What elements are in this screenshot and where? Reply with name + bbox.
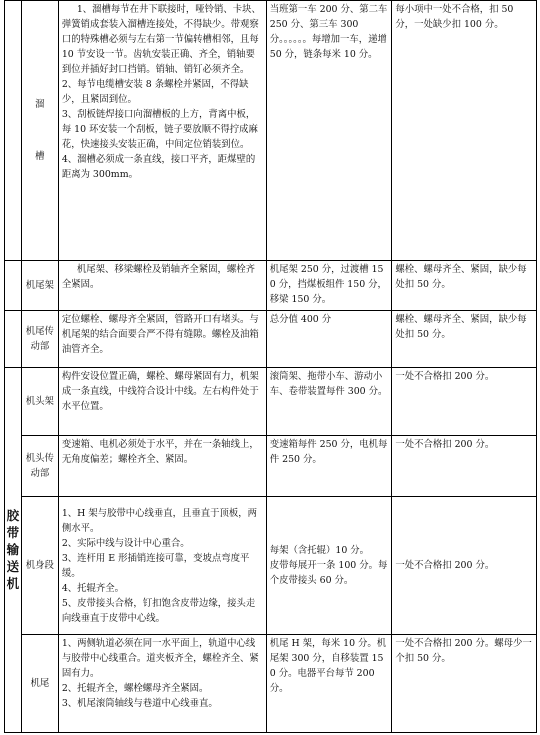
subitem-cell bbox=[21, 1, 58, 261]
subitem-cell bbox=[21, 311, 58, 368]
standard-line: 2、每节电缆槽安装 8 条螺栓并紧固，不得缺少，且紧固到位。 bbox=[61, 79, 249, 105]
penalty-cell bbox=[392, 436, 537, 497]
penalty-line: 一处不合格扣 200 分。 bbox=[395, 371, 495, 382]
score-line: 滚筒架、拖带小车、游动小车、卷带装置每件 300 分。 bbox=[269, 371, 388, 397]
table-row bbox=[5, 635, 537, 733]
subitem-label: 机尾传动部 bbox=[25, 326, 54, 352]
penalty-line: 螺栓、螺母齐全、紧固，缺少每处扣 50 分。 bbox=[395, 264, 527, 290]
standard-line: 4、托辊齐全。 bbox=[61, 582, 125, 594]
subitem-label: 溜 槽 bbox=[35, 98, 45, 162]
subitem-label: 机身段 bbox=[25, 560, 54, 571]
penalty-cell bbox=[392, 1, 537, 261]
standard-line: 1、两侧轨道必须在同一水平面上，轨道中心线与胶带中心线重合。道夹板齐全，螺栓齐全、紧固有力。 bbox=[61, 638, 259, 679]
score-line: 皮带每展开一条 100 分。每个皮带接头 60 分。 bbox=[269, 560, 388, 586]
penalty-cell bbox=[392, 635, 537, 733]
scoring-table bbox=[4, 0, 537, 733]
standard-line: 变速箱、电机必须处于水平，并在一条轴线上，无角度偏差；螺栓齐全、紧固。 bbox=[61, 439, 259, 465]
subitem-cell bbox=[21, 261, 58, 311]
subitem-label: 机尾 bbox=[30, 678, 50, 689]
penalty-line: 一处不合格扣 200 分。 bbox=[395, 439, 495, 450]
subitem-label: 机头传动部 bbox=[25, 453, 54, 479]
rule-table-sheet bbox=[4, 0, 537, 735]
category-cell-empty bbox=[5, 1, 22, 261]
standard-line: 定位螺栓、螺母齐全紧固，管路开口有堵头。与机尾架的结合面要合严不得有缝隙。螺栓及油箱油管齐全。 bbox=[61, 314, 259, 355]
standard-line: 2、实际中线与设计中心重合。 bbox=[61, 537, 190, 549]
standard-line: 3、机尾滚筒轴线与巷道中心线垂直。 bbox=[61, 698, 218, 709]
score-line: 机尾 H 架，每米 10 分。机尾架 300 分，自移装置 150 分。电器平台每节 200 分。 bbox=[269, 638, 387, 694]
standard-line: 5、皮带接头合格，钉扣饱含皮带边缘，接头走向线垂直于皮带中心线。 bbox=[61, 597, 256, 624]
standard-cell bbox=[58, 497, 266, 635]
table-row bbox=[5, 1, 537, 261]
subitem-cell bbox=[21, 368, 58, 436]
standard-line: 2、托辊齐全，螺栓螺母齐全紧固。 bbox=[61, 683, 209, 694]
score-line: 总分值 400 分 bbox=[269, 314, 332, 325]
score-cell bbox=[266, 311, 392, 368]
standard-cell bbox=[58, 436, 266, 497]
penalty-cell bbox=[392, 497, 537, 635]
score-cell bbox=[266, 368, 392, 436]
subitem-cell bbox=[21, 635, 58, 733]
standard-cell bbox=[58, 261, 266, 311]
score-line: 变速箱每件 250 分，电机每件 250 分。 bbox=[269, 439, 388, 465]
category-label: 胶 带 输 送 机 bbox=[6, 508, 20, 591]
subitem-label: 机尾架 bbox=[25, 280, 54, 291]
penalty-cell bbox=[392, 311, 537, 368]
standard-cell bbox=[58, 635, 266, 733]
table-row bbox=[5, 311, 537, 368]
score-line: 机尾架 250 分，过渡槽 150 分，挡煤板组件 150 分，移梁 150 分。 bbox=[269, 264, 387, 305]
standard-cell bbox=[58, 368, 266, 436]
category-cell bbox=[5, 368, 22, 733]
table-row bbox=[5, 436, 537, 497]
penalty-line: 一处不合格扣 200 分。螺母少一个扣 50 分。 bbox=[395, 638, 532, 664]
score-cell bbox=[266, 261, 392, 311]
subitem-cell bbox=[21, 497, 58, 635]
subitem-cell bbox=[21, 436, 58, 497]
standard-line: 3、连杆用 E 形插销连接可靠，变坡点弯度平缓。 bbox=[61, 552, 250, 579]
score-line: 每架（含托辊）10 分。 bbox=[269, 545, 370, 556]
standard-line: 机尾架、移梁螺栓及销轴齐全紧固，螺栓齐全紧固。 bbox=[61, 264, 255, 290]
table-row bbox=[5, 261, 537, 311]
penalty-cell bbox=[392, 368, 537, 436]
penalty-cell bbox=[392, 261, 537, 311]
subitem-label: 机头架 bbox=[25, 396, 54, 407]
standard-line: 1、溜槽每节在井下联接时，哑铃销、卡块、弹簧销成套装入溜槽连接处，不得缺少。带观察口的特殊槽必须与左右第一节偏转槽相邻，且每 10 节安设一节。齿轨安装正确、齐全，销轴要到位并插好封口挡销。销轴、销钉必须齐全。 bbox=[61, 4, 261, 75]
score-line: 当班第一车 200 分、第二车 250 分、第三车 300 分。。。。。。每增加一车，递增 50 分，链条每米 10 分。 bbox=[269, 4, 388, 60]
category-cell-empty bbox=[5, 311, 22, 368]
score-cell bbox=[266, 436, 392, 497]
penalty-line: 一处不合格扣 200 分。 bbox=[395, 560, 495, 571]
standard-line: 构件安设位置正确，螺栓、螺母紧固有力，机架成一条直线，中线符合设计中线。左右构件处于水平位置。 bbox=[61, 371, 259, 412]
table-row bbox=[5, 368, 537, 436]
standard-line: 1、H 架与胶带中心线垂直，且垂直于顶板，两侧水平。 bbox=[61, 507, 258, 534]
score-cell bbox=[266, 1, 392, 261]
standard-line: 4、溜槽必须成一条直线，接口平齐，距煤壁的距离为 300mm。 bbox=[61, 154, 256, 180]
penalty-line: 螺栓、螺母齐全、紧固，缺少每处扣 50 分。 bbox=[395, 314, 527, 340]
table-row bbox=[5, 497, 537, 635]
score-cell bbox=[266, 497, 392, 635]
score-cell bbox=[266, 635, 392, 733]
penalty-line: 每小项中一处不合格，扣 50 分，一处缺少扣 100 分。 bbox=[395, 4, 514, 30]
standard-cell bbox=[58, 1, 266, 261]
standard-cell bbox=[58, 311, 266, 368]
category-cell-empty bbox=[5, 261, 22, 311]
standard-line: 3、刮板链焊接口向溜槽板的上方，背离中板，每 10 环安装一个刮板，链子要放顺不得拧成麻花，快速接头安装正确，中间定位销装到位。 bbox=[61, 109, 258, 150]
